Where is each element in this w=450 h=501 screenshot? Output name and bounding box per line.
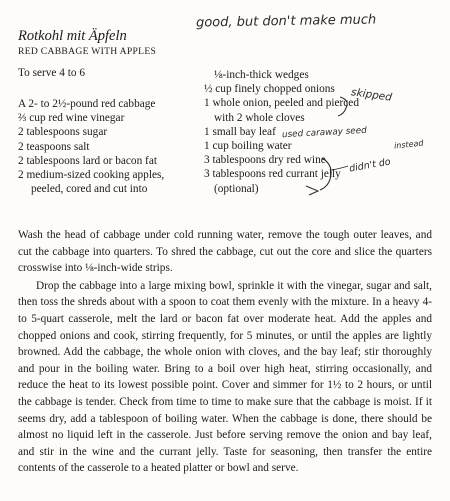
- ingredients-left-column: [18, 97, 208, 196]
- instruction-paragraph: Drop the cabbage into a large mixing bowl, sprinkle it with the vinegar, sugar and salt, then toss the shreds about with a spoon to coat them evenly with the mixture. In a heavy 4- to 5-quart casserole, melt the lard or bacon fat over moderate heat. Add the apples and chopped onions and cook, stirring frequently, for 5 minutes, or until the apples are lightly browned. Add the cabbage, the whole onion with cloves, and the bay leaf; stir thoroughly and pour in the boiling water. Bring to a boil over high heat, stirring occasionally, and reduce the heat to its lowest possible point. Cover and simmer for 1½ to 2 hours, or until the cabbage is tender. Check from time to time to make sure that the cabbage is moist. If it seems dry, add a tablespoon of boiling water. When the cabbage is done, there should be almost no liquid left in the casserole. Just before serving remove the onion and bay leaf, and stir in the wine and the currant jelly. Taste for seasoning, then transfer the entire contents of the casserole to a heated platter or bowl and serve.: [18, 279, 432, 475]
- ingredient-item: ½ cup finely chopped onions: [204, 83, 335, 96]
- ingredient-item: 2 medium-sized cooking apples,: [18, 169, 165, 182]
- ingredient-item-continued: (optional): [214, 182, 259, 195]
- ingredient-item: 3 tablespoons red currant jelly: [204, 168, 341, 181]
- ingredient-item: ⅔ cup red wine vinegar: [18, 112, 125, 125]
- ingredient-item-continued: with 2 whole cloves: [214, 111, 305, 124]
- instruction-paragraph: Wash the head of cabbage under cold running water, remove the tough outer leaves, and cut the cabbage into quarters. To shred the cabbage, cut out the core and slice the quarters crosswise into ⅛-inch-wide strips.: [18, 229, 432, 275]
- ingredient-item: A 2- to 2½-pound red cabbage: [18, 98, 156, 110]
- ingredient-item: 1 small bay leaf: [204, 125, 276, 138]
- ingredient-item-continued: ⅛-inch-thick wedges: [214, 69, 309, 81]
- ingredient-item: 2 tablespoons lard or bacon fat: [18, 154, 157, 167]
- ingredient-item: 2 tablespoons sugar: [18, 126, 108, 139]
- handwritten-note-instead: instead: [393, 138, 424, 151]
- serving-size: To serve 4 to 6: [18, 67, 85, 79]
- ingredient-item: 2 teaspoons salt: [18, 140, 90, 153]
- handwritten-note-caraway: used caraway seed: [281, 125, 367, 141]
- ingredient-item: 1 whole onion, peeled and pierced: [204, 97, 359, 110]
- ingredient-item: 1 cup boiling water: [204, 140, 292, 153]
- handwritten-note-didnt-do: didn't do: [348, 156, 392, 175]
- recipe-instructions: [18, 227, 432, 477]
- handwritten-note-skipped: skipped: [350, 86, 393, 104]
- ingredient-item-continued: peeled, cored and cut into: [31, 183, 148, 196]
- recipe-subtitle: RED CABBAGE WITH APPLES: [18, 46, 157, 57]
- recipe-title: Rotkohl mit Äpfeln: [18, 28, 127, 44]
- ingredient-item: 3 tablespoons dry red wine: [204, 154, 326, 167]
- handwritten-note-top: good, but don't make much: [195, 12, 377, 31]
